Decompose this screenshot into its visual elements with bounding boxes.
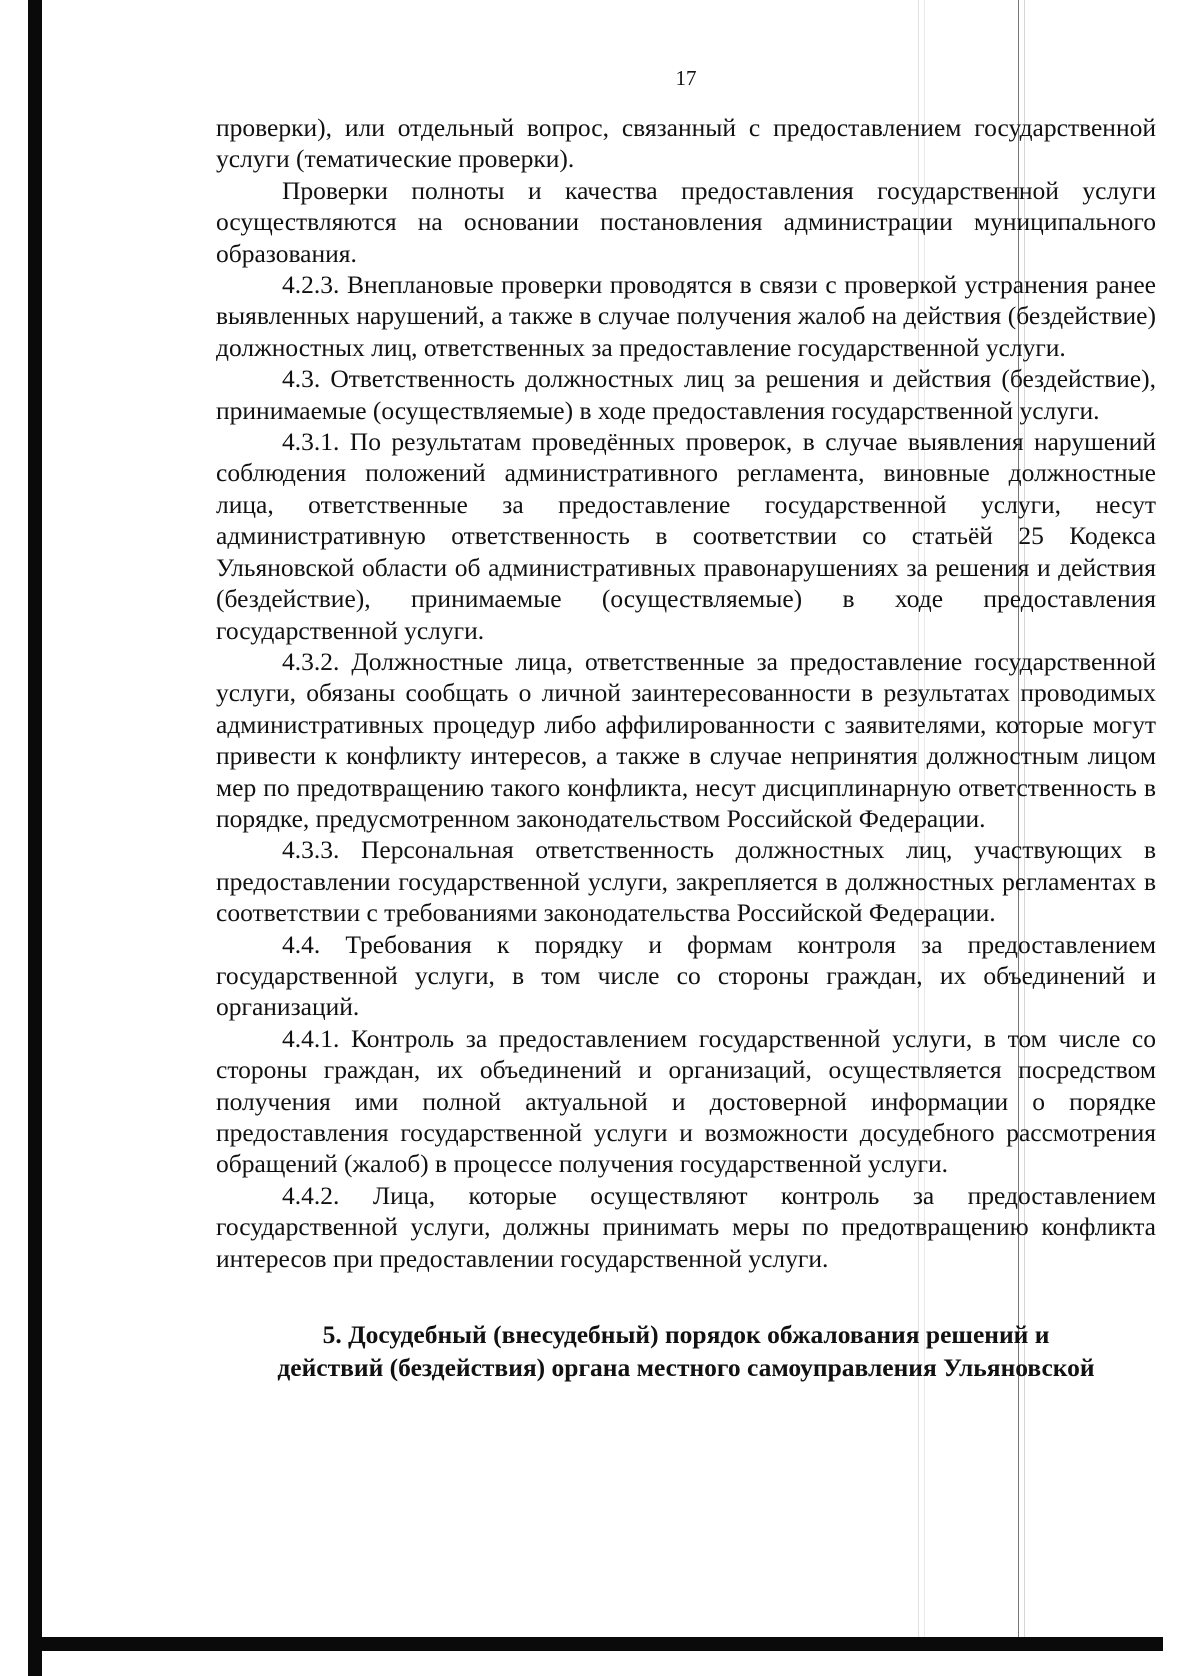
scan-bottom-edge [28, 1637, 1163, 1651]
section-heading-line-2: действий (бездействия) органа местного самоуправления Ульяновской [277, 1353, 1095, 1383]
paragraph-4-3-3: 4.3.3. Персональная ответственность должностных лиц, участвующих в предоставлении государственной услуги, закрепляется в должностных регламентах в соответствии с требованиями законодательства Российской Федерации. [216, 835, 1156, 928]
section-heading [216, 1318, 1156, 1384]
document-page [216, 64, 1156, 1384]
paragraph: проверки), или отдельный вопрос, связанный с предоставлением государственной услуги (тематические проверки). [216, 113, 1156, 174]
scan-left-edge [28, 0, 42, 1676]
paragraph-4-4-2: 4.4.2. Лица, которые осуществляют контроль за предоставлением государственной услуги, должны принимать меры по предотвращению конфликта интересов при предоставлении государственной услуги. [216, 1180, 1156, 1273]
paragraph-4-3: 4.3. Ответственность должностных лиц за решения и действия (бездействие), принимаемые (осуществляемые) в ходе предоставления государственной услуги. [216, 364, 1156, 425]
paragraph-4-3-2: 4.3.2. Должностные лица, ответственные за предоставление государственной услуги, обязаны сообщать о личной заинтересованности в результатах проводимых административных процедур либо аффилированности с заявителями, которые могут привести к конфликту интересов, а также в случае непринятия должностным лицом мер по предотвращению такого конфликта, несут дисциплинарную ответственность в порядке, предусмотренном законодательством Российской Федерации. [216, 646, 1156, 833]
page-number: 17 [675, 66, 697, 90]
paragraph-4-4-1: 4.4.1. Контроль за предоставлением государственной услуги, в том числе со стороны граждан, их объединений и организаций, осуществляется посредством получения ими полной актуальной и достоверной информации о порядке предоставления государственной услуги и возможности досудебного рассмотрения обращений (жалоб) в процессе получения государственной услуги. [216, 1023, 1156, 1179]
paragraph-4-2-3: 4.2.3. Внеплановые проверки проводятся в связи с проверкой устранения ранее выявленных нарушений, а также в случае получения жалоб на действия (бездействие) должностных лиц, ответственных за предоставление государственной услуги. [216, 270, 1156, 362]
paragraph-4-3-1: 4.3.1. По результатам проведённых проверок, в случае выявления нарушений соблюдения положений административного регламента, виновные должностные лица, ответственные за предоставление государственной услуги, несут административную ответственность в соответствии со статьёй 25 Кодекса Ульяновской области об административных правонарушениях за решения и действия (бездействие), принимаемые (осуществляемые) в ходе предоставления государственной услуги. [216, 427, 1156, 645]
section-heading-line-1: 5. Досудебный (внесудебный) порядок обжалования решений и [322, 1320, 1050, 1350]
paragraph-4-4: 4.4. Требования к порядку и формам контроля за предоставлением государственной услуги, в том числе со стороны граждан, их объединений и организаций. [216, 929, 1156, 1022]
paragraph: Проверки полноты и качества предоставления государственной услуги осуществляются на основании постановления администрации муниципального образования. [216, 175, 1156, 268]
